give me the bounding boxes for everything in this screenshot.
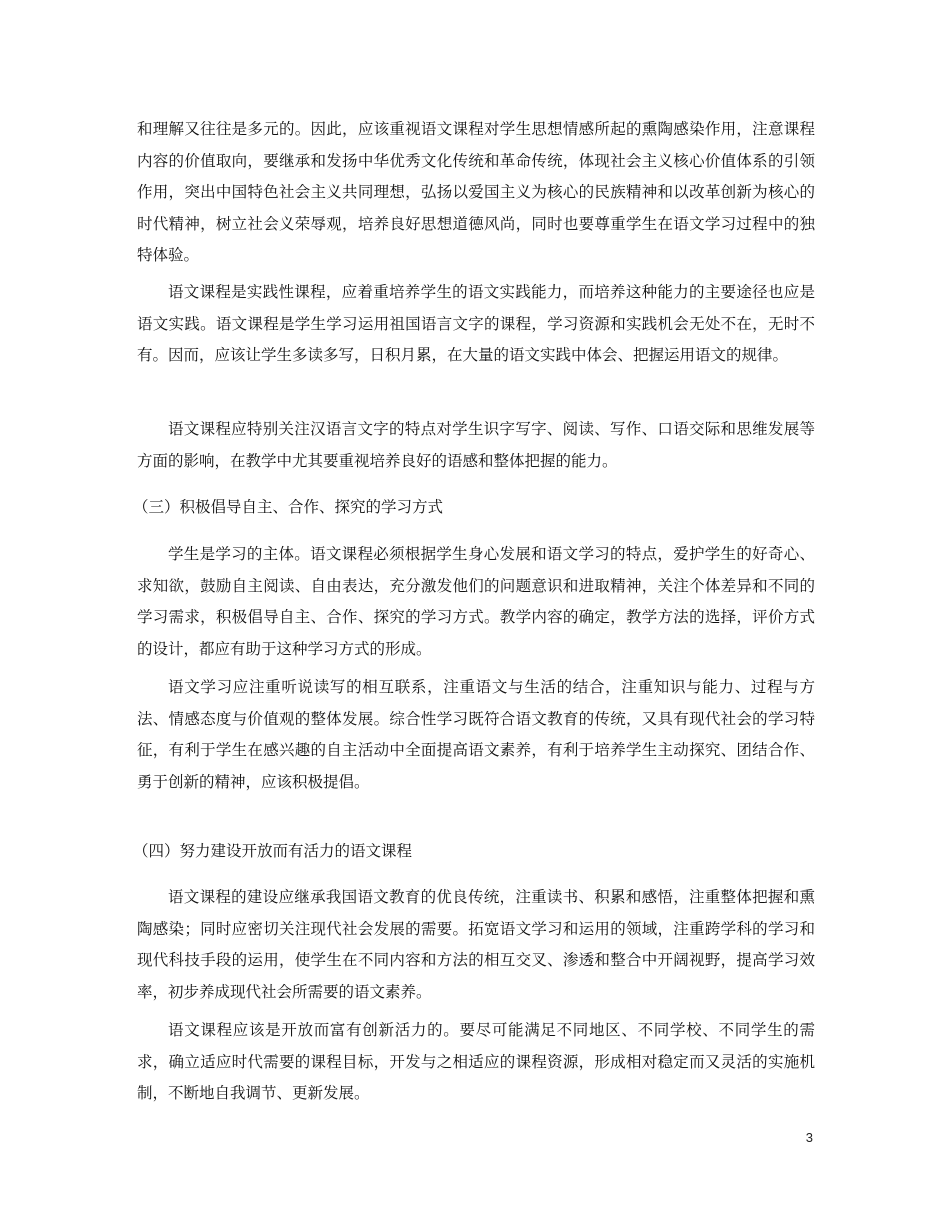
- paragraph-course-construction: 语文课程的建设应继承我国语文教育的优良传统，注重读书、积累和感悟，注重整体把握和熏陶感染；同时应密切关注现代社会发展的需要。拓宽语文学习和运用的领域，注重跨学科的学习和现代科技手段的运用，使学生在不同内容和方法的相互交叉、渗透和整合中开阔视野，提高学习效率，初步养成现代社会所需要的语文素养。: [137, 888, 815, 1001]
- paragraph-open-innovative: 语文课程应该是开放而富有创新活力的。要尽可能满足不同地区、不同学校、不同学生的需求，确立适应时代需要的课程目标，开发与之相适应的课程资源，形成相对稳定而又灵活的实施机制，不断地自我调节、更新发展。: [137, 1021, 815, 1103]
- paragraph-practice-course: 语文课程是实践性课程，应着重培养学生的语文实践能力，而培养这种能力的主要途径也应是语文实践。语文课程是学生学习运用祖国语言文字的课程，学习资源和实践机会无处不在，无时不有。因而，应该让学生多读多写，日积月累，在大量的语文实践中体会、把握运用语文的规律。: [137, 283, 815, 365]
- page-number: 3: [805, 1130, 813, 1145]
- paragraph-student-subject: 学生是学习的主体。语文课程必须根据学生身心发展和语文学习的特点，爱护学生的好奇心、求知欲，鼓励自主阅读、自由表达，充分激发他们的问题意识和进取精神，关注个体差异和不同的学习需求，积极倡导自主、合作、探究的学习方式。教学内容的确定，教学方法的选择，评价方式的设计，都应有助于这种学习方式的形成。: [137, 545, 815, 658]
- paragraph-chinese-characters: 语文课程应特别关注汉语言文字的特点对学生识字写字、阅读、写作、口语交际和思维发展等方面的影响，在教学中尤其要重视培养良好的语感和整体把握的能力。: [137, 420, 815, 470]
- section-heading-three: （三）积极倡导自主、合作、探究的学习方式: [133, 498, 444, 516]
- paragraph-continuation: 和理解又往往是多元的。因此，应该重视语文课程对学生思想情感所起的熏陶感染作用，注意课程内容的价值取向，要继承和发扬中华优秀文化传统和革命传统，体现社会主义核心价值体系的引领作用，突出中国特色社会主义共同理想，弘扬以爱国主义为核心的民族精神和以改革创新为核心的时代精神，树立社会义荣辱观，培养良好思想道德风尚，同时也要尊重学生在语文学习过程中的独特体验。: [137, 120, 815, 265]
- paragraph-language-learning: 语文学习应注重听说读写的相互联系，注重语文与生活的结合，注重知识与能力、过程与方法、情感态度与价值观的整体发展。综合性学习既符合语文教育的传统，又具有现代社会的学习特征，有利于学生在感兴趣的自主活动中全面提高语文素养，有利于培养学生主动探究、团结合作、勇于创新的精神，应该积极提倡。: [137, 678, 815, 791]
- section-heading-four: （四）努力建设开放而有活力的语文课程: [133, 842, 413, 860]
